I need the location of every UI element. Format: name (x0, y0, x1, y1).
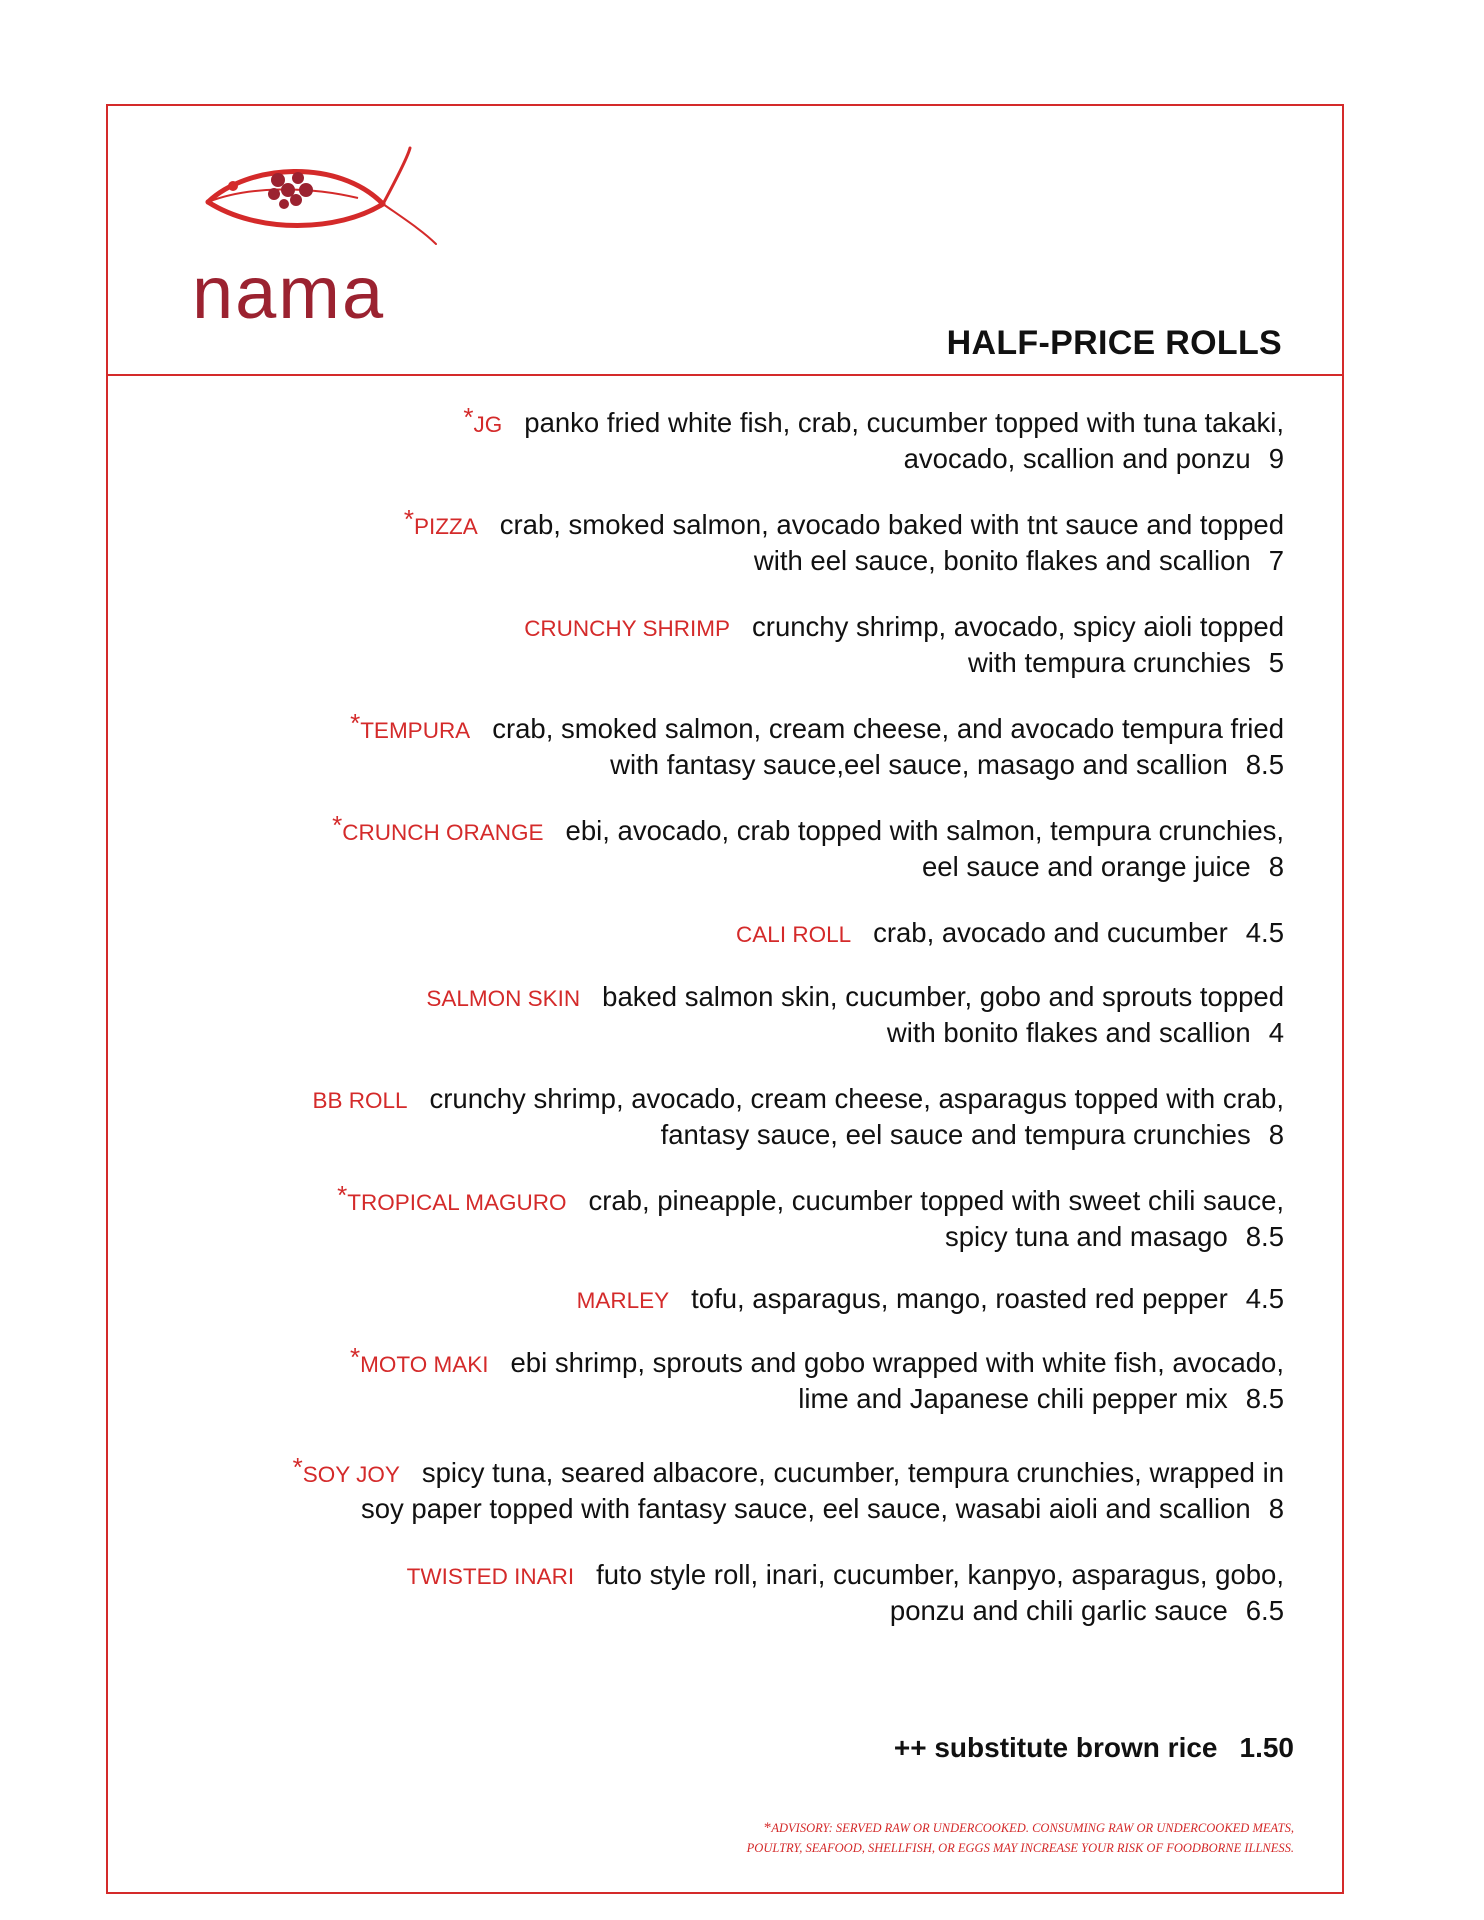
item-name: TEMPURA (360, 718, 471, 743)
substitute-line (894, 1732, 1294, 1764)
item-name: JG (473, 412, 503, 437)
menu-item (108, 1452, 1284, 1526)
item-description-line2: lime and Japanese chili pepper mix (798, 1383, 1228, 1414)
item-name: CRUNCHY SHRIMP (524, 616, 731, 641)
nama-logo (188, 146, 488, 336)
item-price: 8 (1268, 1493, 1284, 1524)
item-description-line2: fantasy sauce, eel sauce and tempura crunchies (660, 1119, 1251, 1150)
item-price: 4.5 (1245, 1283, 1284, 1314)
item-name: CALI ROLL (736, 922, 852, 947)
menu-item (108, 1558, 1284, 1628)
item-description-line1: crab, smoked salmon, avocado baked with tnt sauce and topped (499, 509, 1284, 540)
menu-item (108, 1282, 1284, 1318)
raw-asterisk: * (463, 402, 474, 432)
item-description-line2: ponzu and chili garlic sauce (889, 1595, 1228, 1626)
menu-item (108, 1342, 1284, 1416)
raw-asterisk: * (403, 504, 414, 534)
item-name: CRUNCH ORANGE (342, 820, 544, 845)
item-description-line2: with bonito flakes and scallion (886, 1017, 1251, 1048)
item-price: 9 (1268, 443, 1284, 474)
page-title: HALF-PRICE ROLLS (946, 324, 1282, 362)
item-description-line1: crunchy shrimp, avocado, spicy aioli topped (752, 611, 1284, 642)
item-price: 4.5 (1245, 917, 1284, 948)
menu-item (108, 610, 1284, 680)
item-name: SALMON SKIN (426, 986, 581, 1011)
advisory-line1: ADVISORY: SERVED RAW OR UNDERCOOKED. CONSUMING RAW OR UNDERCOOKED MEATS, (771, 1821, 1294, 1835)
item-name: MOTO MAKI (360, 1352, 489, 1377)
item-description-line1: baked salmon skin, cucumber, gobo and sprouts topped (602, 981, 1284, 1012)
fish-logo-icon (188, 146, 488, 336)
item-description-line2: eel sauce and orange juice (921, 851, 1251, 882)
menu-items (108, 402, 1284, 1628)
raw-asterisk: * (292, 1452, 303, 1482)
menu-item (108, 810, 1284, 884)
item-description-line2: soy paper topped with fantasy sauce, eel sauce, wasabi aioli and scallion (360, 1493, 1251, 1524)
menu-item (108, 708, 1284, 782)
menu-item (108, 402, 1284, 476)
item-description-line2: avocado, scallion and ponzu (903, 443, 1251, 474)
item-price: 5 (1268, 647, 1284, 678)
item-name: TROPICAL MAGURO (347, 1190, 567, 1215)
menu-frame (106, 104, 1344, 1894)
raw-asterisk: * (332, 810, 343, 840)
item-description-line1: crab, smoked salmon, cream cheese, and avocado tempura fried (492, 713, 1284, 744)
item-price: 8 (1268, 1119, 1284, 1150)
item-name: TWISTED INARI (406, 1564, 575, 1589)
item-description-line1: ebi, avocado, crab topped with salmon, tempura crunchies, (565, 815, 1284, 846)
brand-wordmark: nama (192, 251, 386, 334)
item-description-line1: futo style roll, inari, cucumber, kanpyo, asparagus, gobo, (596, 1559, 1284, 1590)
item-price: 8.5 (1245, 1221, 1284, 1252)
advisory-note (747, 1818, 1294, 1858)
menu-item (108, 1082, 1284, 1152)
item-description-line2: with tempura crunchies (967, 647, 1251, 678)
item-description-line2: with eel sauce, bonito flakes and scallion (753, 545, 1251, 576)
substitute-price: 1.50 (1239, 1732, 1294, 1763)
menu-item (108, 504, 1284, 578)
item-description-line1: ebi shrimp, sprouts and gobo wrapped with white fish, avocado, (510, 1347, 1284, 1378)
item-price: 8.5 (1245, 749, 1284, 780)
substitute-label: ++ substitute brown rice (893, 1732, 1218, 1763)
item-description-line1: crunchy shrimp, avocado, cream cheese, asparagus topped with crab, (429, 1083, 1284, 1114)
item-price: 8.5 (1245, 1383, 1284, 1414)
item-name: PIZZA (414, 514, 478, 539)
item-name: MARLEY (576, 1288, 670, 1313)
item-description-line1: spicy tuna, seared albacore, cucumber, tempura crunchies, wrapped in (421, 1457, 1284, 1488)
raw-asterisk: * (350, 708, 361, 738)
menu-item (108, 1180, 1284, 1254)
item-name: SOY JOY (302, 1462, 400, 1487)
item-description-line1: panko fried white fish, crab, cucumber topped with tuna takaki, (524, 407, 1284, 438)
item-description-line1: crab, pineapple, cucumber topped with sweet chili sauce, (588, 1185, 1284, 1216)
item-description-line1: crab, avocado and cucumber (873, 917, 1228, 948)
raw-asterisk: * (350, 1342, 361, 1372)
item-name: BB ROLL (312, 1088, 408, 1113)
raw-asterisk: * (337, 1180, 348, 1210)
header-divider (108, 374, 1342, 376)
item-description-line1: tofu, asparagus, mango, roasted red pepper (691, 1283, 1228, 1314)
item-description-line2: spicy tuna and masago (944, 1221, 1228, 1252)
item-description-line2: with fantasy sauce,eel sauce, masago and scallion (610, 749, 1228, 780)
item-price: 6.5 (1245, 1595, 1284, 1626)
menu-item (108, 916, 1284, 952)
advisory-line2: POULTRY, SEAFOOD, SHELLFISH, OR EGGS MAY INCREASE YOUR RISK OF FOODBORNE ILLNESS. (746, 1841, 1294, 1855)
menu-item (108, 980, 1284, 1050)
item-price: 4 (1268, 1017, 1284, 1048)
item-price: 8 (1268, 851, 1284, 882)
advisory-asterisk: * (763, 1820, 772, 1836)
item-price: 7 (1268, 545, 1284, 576)
